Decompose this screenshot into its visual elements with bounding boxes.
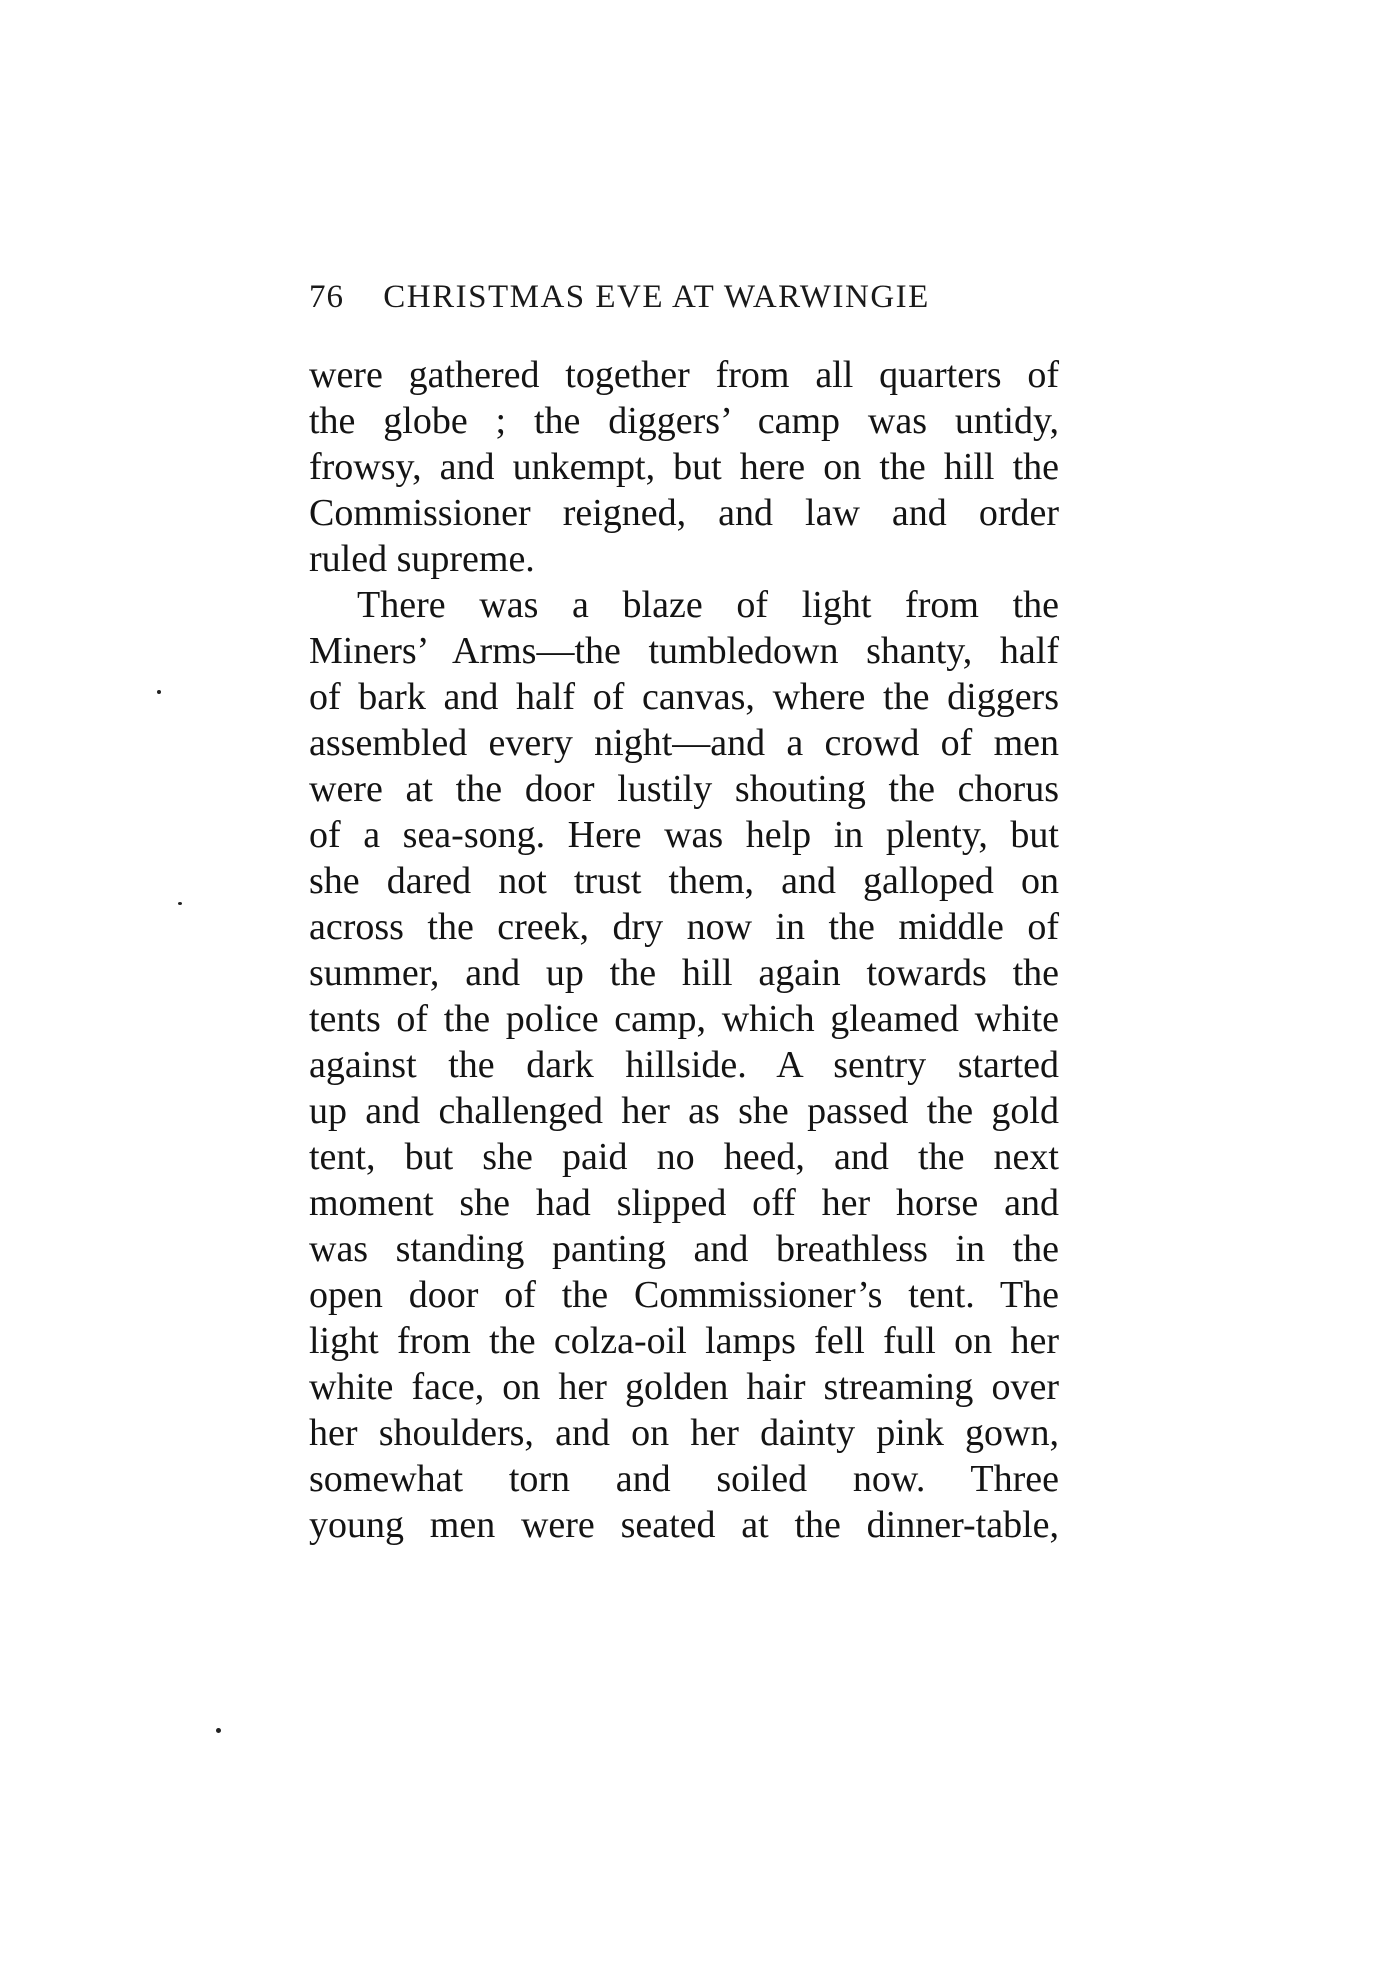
paragraph-start-line: There was a blaze of light from the xyxy=(357,584,1059,626)
text-line: Commissioner reigned, and law and order xyxy=(309,492,1059,534)
running-title: CHRISTMAS EVE AT WARWINGIE xyxy=(383,279,930,315)
text-line: of a sea-song. Here was help in plenty, but xyxy=(309,814,1059,856)
scan-speck xyxy=(216,1728,221,1733)
text-line: open door of the Commissioner’s tent. The xyxy=(309,1274,1059,1316)
scan-speck xyxy=(157,690,161,694)
text-line: of bark and half of canvas, where the diggers xyxy=(309,676,1059,718)
text-line: summer, and up the hill again towards the xyxy=(309,952,1059,994)
text-line: were at the door lustily shouting the chorus xyxy=(309,768,1059,810)
text-line: across the creek, dry now in the middle of xyxy=(309,906,1059,948)
text-line: assembled every night—and a crowd of men xyxy=(309,722,1059,764)
text-line: tent, but she paid no heed, and the next xyxy=(309,1136,1059,1178)
text-line: was standing panting and breathless in the xyxy=(309,1228,1059,1270)
running-head xyxy=(309,279,1069,329)
text-line: frowsy, and unkempt, but here on the hill the xyxy=(309,446,1059,488)
text-line: she dared not trust them, and galloped on xyxy=(309,860,1059,902)
body-text xyxy=(309,352,1059,1548)
text-line: Miners’ Arms—the tumbledown shanty, half xyxy=(309,630,1059,672)
text-line: up and challenged her as she passed the gold xyxy=(309,1090,1059,1132)
scan-speck xyxy=(178,902,182,905)
text-line: her shoulders, and on her dainty pink gown, xyxy=(309,1412,1059,1454)
text-line: somewhat torn and soiled now. Three xyxy=(309,1458,1059,1500)
text-line: the globe ; the diggers’ camp was untidy, xyxy=(309,400,1059,442)
text-line: ruled supreme. xyxy=(309,538,535,580)
text-line: young men were seated at the dinner-table, xyxy=(309,1504,1059,1546)
text-line: light from the colza-oil lamps fell full on her xyxy=(309,1320,1059,1362)
text-line: white face, on her golden hair streaming over xyxy=(309,1366,1059,1408)
text-line: moment she had slipped off her horse and xyxy=(309,1182,1059,1224)
text-line: against the dark hillside. A sentry started xyxy=(309,1044,1059,1086)
text-line: tents of the police camp, which gleamed white xyxy=(309,998,1059,1040)
page-number: 76 xyxy=(309,279,344,315)
text-line: were gathered together from all quarters of xyxy=(309,354,1059,396)
